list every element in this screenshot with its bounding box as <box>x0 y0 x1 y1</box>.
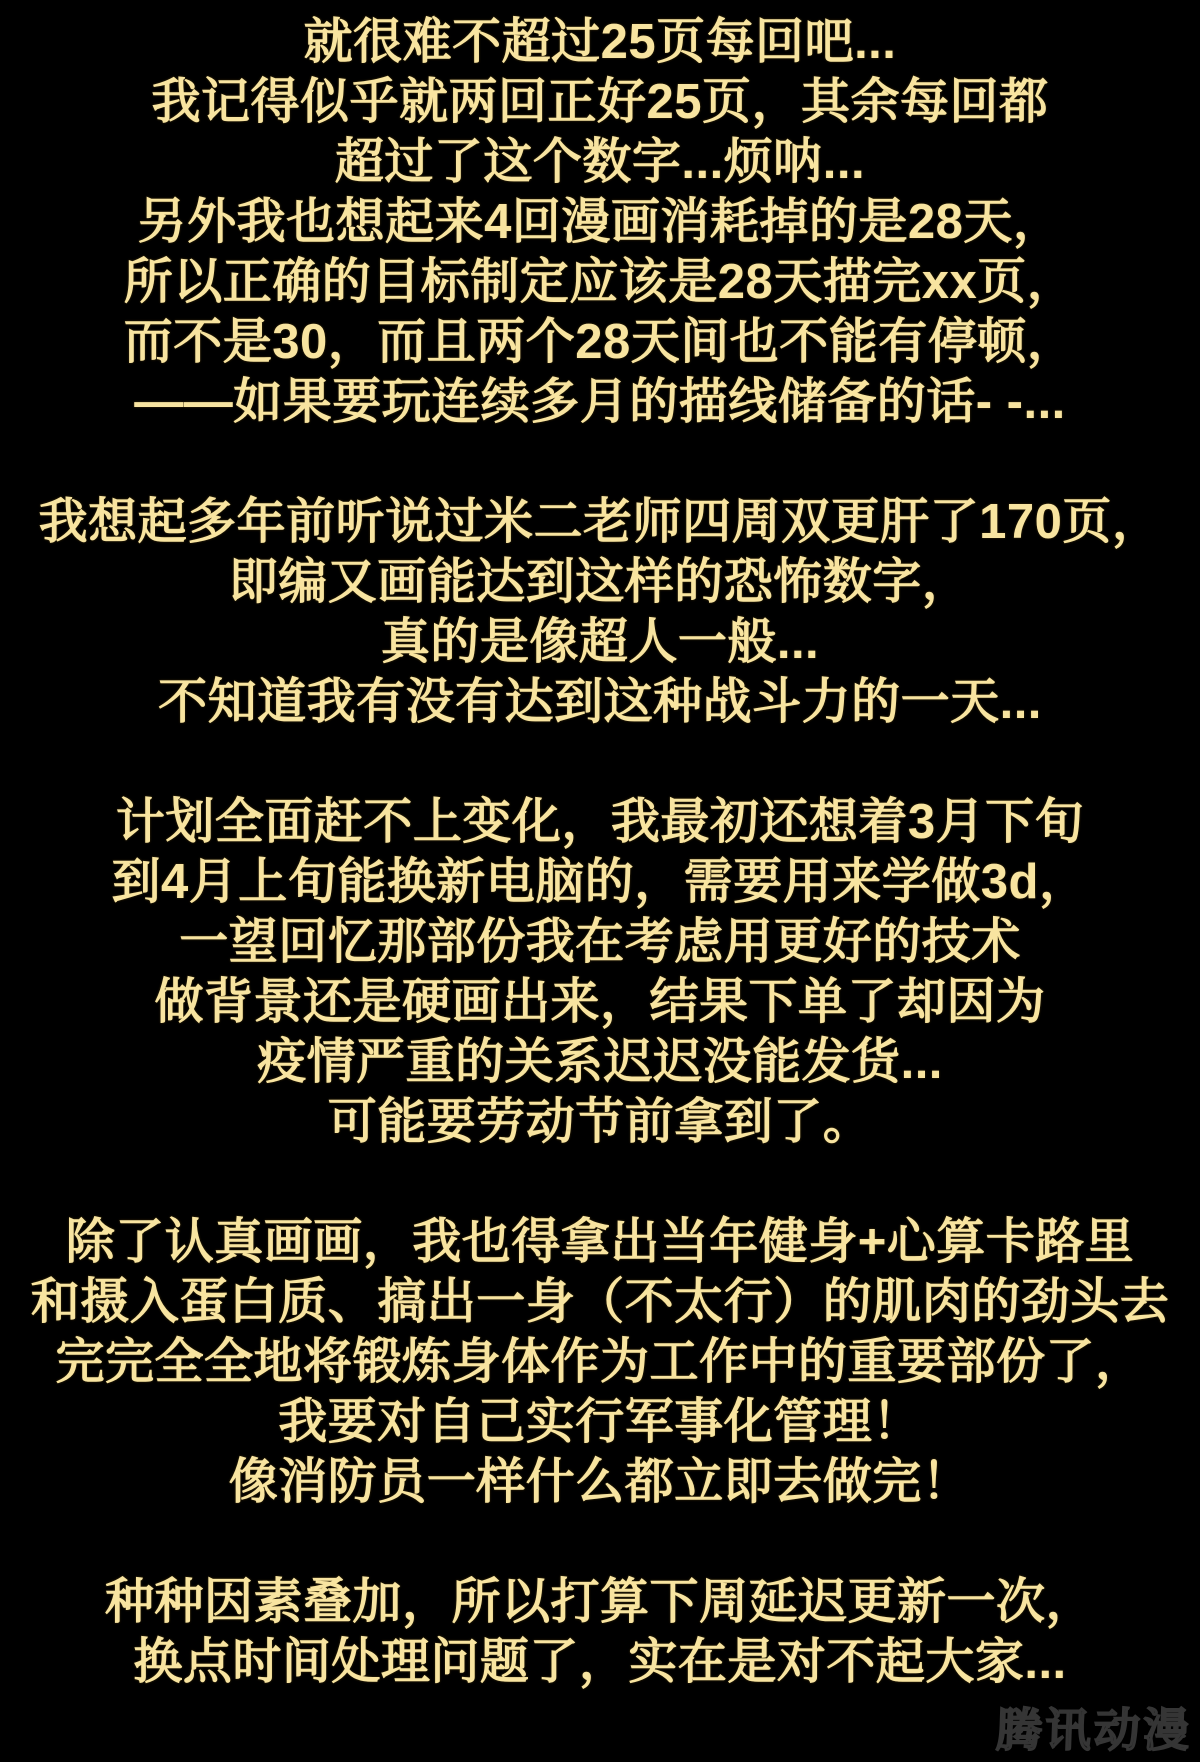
text-line: 另外我也想起来4回漫画消耗掉的是28天， <box>137 195 1063 249</box>
paragraph <box>0 1212 1200 1512</box>
text-line: 疫情严重的关系迟迟没能发货... <box>257 1035 943 1089</box>
text-line: 不知道我有没有达到这种战斗力的一天... <box>158 675 1042 729</box>
text-line: 和摄入蛋白质、搞出一身（不太行）的肌肉的劲头去 <box>30 1275 1170 1329</box>
paragraph <box>0 792 1200 1152</box>
text-line: ——如果要玩连续多月的描线储备的话- -... <box>134 375 1066 429</box>
text-line: 像消防员一样什么都立即去做完！ <box>228 1455 972 1509</box>
text-line: 所以正确的目标制定应该是28天描完xx页， <box>123 255 1077 309</box>
text-line: 种种因素叠加，所以打算下周延迟更新一次， <box>104 1575 1095 1629</box>
text-line: 超过了这个数字...烦呐... <box>334 135 866 189</box>
text-line: 即编又画能达到这样的恐怖数字， <box>228 555 972 609</box>
text-line: 到4月上旬能换新电脑的，需要用来学做3d， <box>111 855 1089 909</box>
paragraph <box>0 12 1200 432</box>
text-line: 做背景还是硬画出来，结果下单了却因为 <box>154 975 1046 1029</box>
paragraph <box>0 492 1200 732</box>
text-line: 换点时间处理问题了，实在是对不起大家... <box>133 1635 1067 1689</box>
text-line: 我想起多年前听说过米二老师四周双更肝了170页， <box>38 495 1162 549</box>
tencent-comics-logo: 腾讯动漫 <box>995 1704 1193 1756</box>
text-line: 我记得似乎就两回正好25页，其余每回都 <box>151 75 1049 129</box>
text-line: 一望回忆那部份我在考虑用更好的技术 <box>179 915 1021 969</box>
text-line: 就很难不超过25页每回吧... <box>303 15 897 69</box>
text-line: 除了认真画画，我也得拿出当年健身+心算卡路里 <box>65 1215 1135 1269</box>
text-line: 真的是像超人一般... <box>380 615 820 669</box>
text-line: 而不是30，而且两个28天间也不能有停顿， <box>123 315 1077 369</box>
text-line: 可能要劳动节前拿到了。 <box>327 1095 873 1149</box>
text-line: 计划全面赶不上变化，我最初还想着3月下旬 <box>115 795 1085 849</box>
text-line: 我要对自己实行军事化管理！ <box>278 1395 922 1449</box>
paragraph <box>0 1572 1200 1692</box>
text-line: 完完全全地将锻炼身体作为工作中的重要部份了， <box>55 1335 1145 1389</box>
